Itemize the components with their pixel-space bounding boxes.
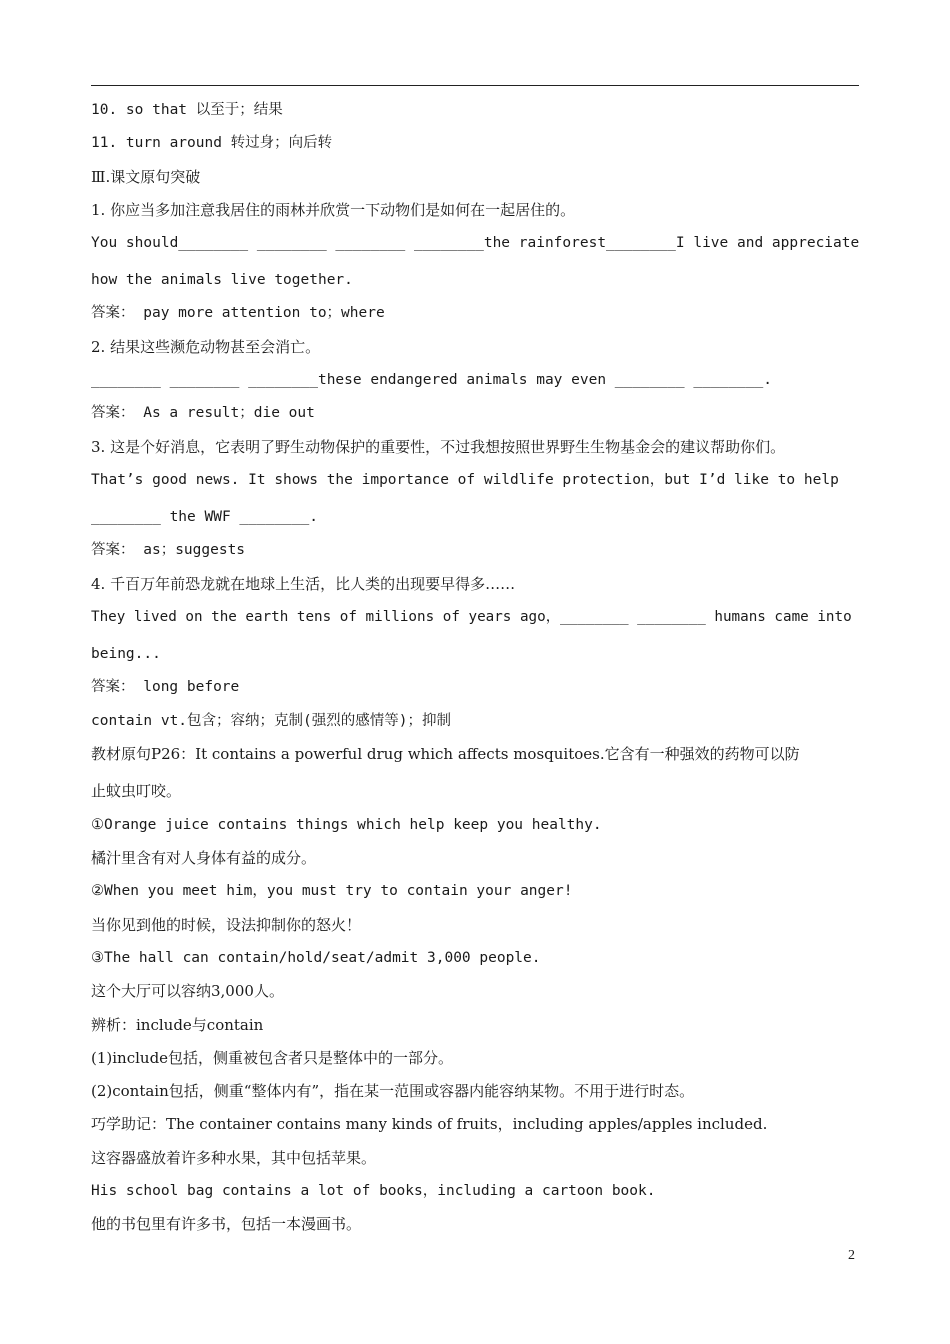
example-3-en: ③The hall can contain/hold/seat/admit 3,000 people. [91, 950, 541, 966]
question-1-answer: 答案： pay more attention to；where [91, 305, 385, 321]
distinction-contain: (2)contain包括，侧重“整体内有”，指在某一范围或容器内能容纳某物。不用于进行时态。 [91, 1082, 695, 1100]
example-2-en: ②When you meet him，you must try to contain your anger! [91, 883, 573, 899]
example-1-zh: 橘汁里含有对人身体有益的成分。 [91, 849, 317, 867]
question-2-prompt: 2. 结果这些濒危动物甚至会消亡。 [91, 338, 321, 356]
example-3-zh: 这个大厅可以容纳3,000人。 [91, 982, 284, 1000]
textbook-sentence-cont: 止蚊虫叮咬。 [91, 782, 182, 800]
question-3-answer: 答案： as；suggests [91, 542, 246, 558]
question-2-sentence: ________ ________ ________these endangered animals may even ________ ________. [91, 372, 772, 388]
contain-definition: contain vt.包含；容纳；克制(强烈的感情等)；抑制 [91, 713, 451, 729]
distinction-heading: 辨析：include与contain [91, 1016, 264, 1034]
question-4-answer: 答案： long before [91, 679, 240, 695]
question-1-sentence-a: You should________ ________ ________ ________the rainforest________I live and appreciate [91, 235, 860, 251]
page-number: 2 [848, 1248, 855, 1263]
question-3-sentence-a: That’s good news. It shows the importance of wildlife protection，but I’d like to help [91, 472, 839, 488]
question-3-sentence-b: ________ the WWF ________. [91, 509, 318, 525]
example-2-zh: 当你见到他的时候，设法抑制你的怒火！ [91, 916, 362, 934]
example-4-en: His school bag contains a lot of books，including a cartoon book. [91, 1183, 656, 1199]
question-2-answer: 答案： As a result；die out [91, 405, 315, 421]
question-4-sentence-b: being... [91, 646, 161, 662]
memory-tip-zh: 这容器盛放着许多种水果，其中包括苹果。 [91, 1149, 377, 1167]
textbook-sentence: 教材原句P26：It contains a powerful drug which affects mosquitoes.它含有一种强效的药物可以防 [91, 745, 800, 763]
question-1-sentence-b: how the animals live together. [91, 272, 353, 288]
question-4-prompt: 4. 千百万年前恐龙就在地球上生活，比人类的出现要早得多…… [91, 575, 516, 593]
example-1-en: ①Orange juice contains things which help keep you healthy. [91, 817, 602, 833]
example-4-zh: 他的书包里有许多书，包括一本漫画书。 [91, 1215, 362, 1233]
vocab-item-11: 11. turn around 转过身；向后转 [91, 135, 333, 151]
memory-tip-en: 巧学助记：The container contains many kinds of fruits，including apples/apples included. [91, 1115, 768, 1133]
question-3-prompt: 3. 这是个好消息，它表明了野生动物保护的重要性，不过我想按照世界野生生物基金会的建议帮助你们。 [91, 438, 786, 456]
question-4-sentence-a: They lived on the earth tens of millions of years ago，________ ________ humans came into [91, 609, 852, 625]
section-heading: Ⅲ.课文原句突破 [91, 168, 201, 186]
distinction-include: (1)include包括，侧重被包含者只是整体中的一部分。 [91, 1049, 454, 1067]
question-1-prompt: 1. 你应当多加注意我居住的雨林并欣赏一下动物们是如何在一起居住的。 [91, 201, 576, 219]
header-rule [91, 85, 859, 86]
vocab-item-10: 10. so that 以至于；结果 [91, 102, 283, 118]
